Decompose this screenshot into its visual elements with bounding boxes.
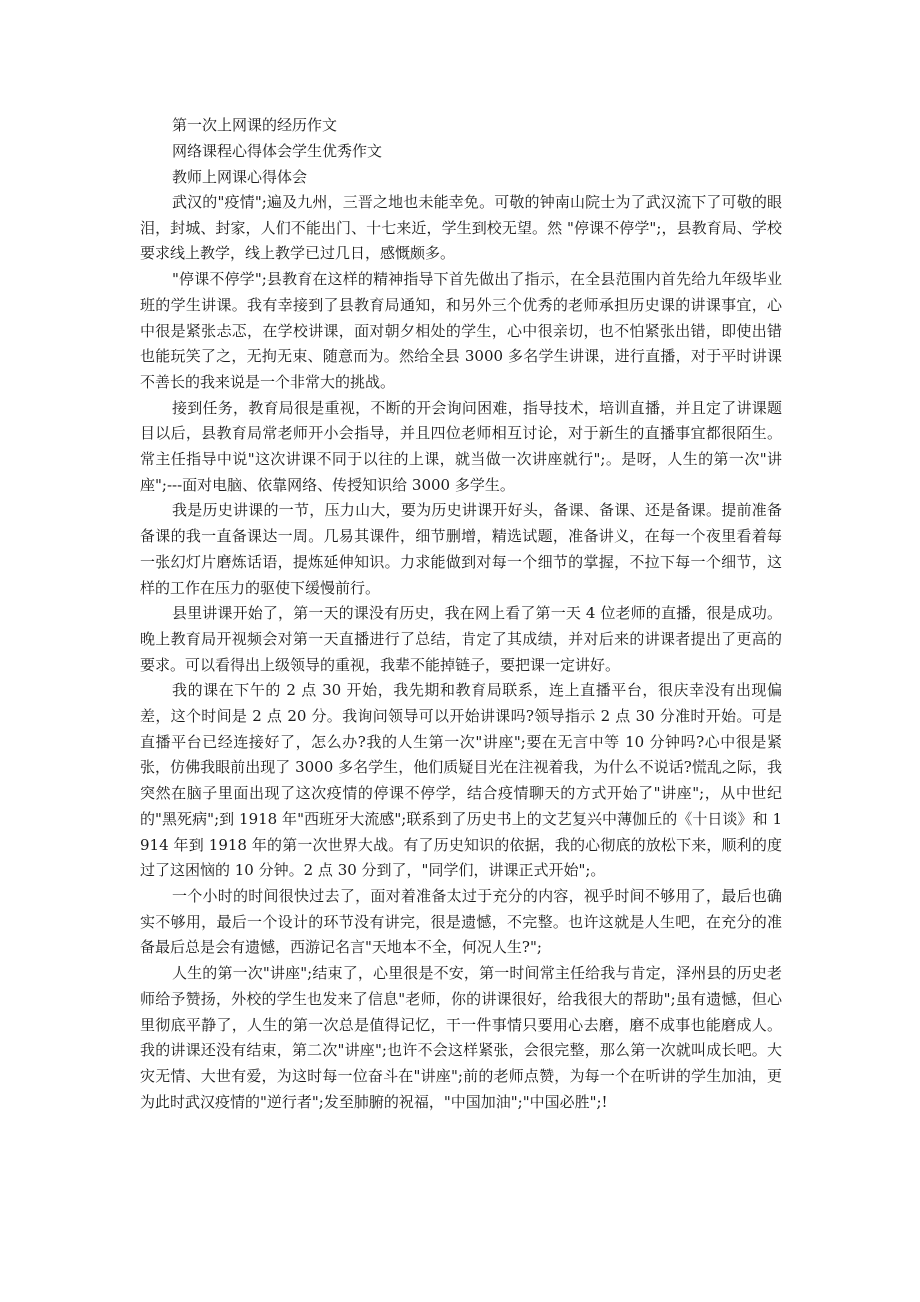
paragraph-1: 武汉的"疫情";遍及九州，三晋之地也未能幸免。可敬的钟南山院士为了武汉流下了可敬的眼泪，封城、封家，人们不能出门、十七来近，学生到校无望。然 "停课不停学";，县教育局、学校要求线上教学，线上教学已过几日，感慨颇多。 [140, 193, 782, 263]
title-line-1: 第一次上网课的经历作文 [172, 116, 338, 134]
paragraph-5: 县里讲课开始了，第一天的课没有历史，我在网上看了第一天 4 位老师的直播，很是成功。晚上教育局开视频会对第一天直播进行了总结，肯定了其成绩，并对后来的讲课者提出了更高的要求。可以看得出上级领导的重视，我辈不能掉链子，要把课一定讲好。 [140, 604, 782, 674]
paragraph-3: 接到任务，教育局很是重视，不断的开会询问困难，指导技术，培训直播，并且定了讲课题目以后，县教育局常老师开小会指导，并且四位老师相互讨论，对于新生的直播事宜都很陌生。常主任指导中说"这次讲课不同于以往的上课，就当做一次讲座就行";。是呀，人生的第一次"讲座";---面对电脑、依靠网络、传授知识给 3000 多学生。 [140, 398, 782, 494]
title-line-3: 教师上网课心得体会 [172, 168, 308, 186]
paragraph-7: 一个小时的时间很快过去了，面对着准备太过于充分的内容，视乎时间不够用了，最后也确实不够用，最后一个设计的环节没有讲完，很是遗憾，不完整。也许这就是人生吧，在充分的准备最后总是会有遗憾，西游记名言"天地本不全，何况人生?"; [140, 886, 782, 957]
paragraph-6: 我的课在下午的 2 点 30 开始，我先期和教育局联系，连上直播平台，很庆幸没有出现偏差，这个时间是 2 点 20 分。我询问领导可以开始讲课吗?领导指示 2 点 30 分准时开始。可是直播平台已经连接好了，怎么办?我的人生第一次"讲座";要在无言中等 10 分钟吗?心中很是紧张，仿佛我眼前出现了 3000 多名学生，他们质疑目光在注视着我，为什么不说话?慌乱之际，我突然在脑子里面出现了这次疫情的停课不停学，结合疫情聊天的方式开始了"讲座";，从中世纪的"黑死病";到 1918 年"西班牙大流感";联系到了历史书上的文艺复兴中薄伽丘的《十日谈》和 1914 年到 1918 年的第一次世界大战。有了历史知识的依据，我的心彻底的放松下来，顺利的度过了这困恼的 10 分钟。2 点 30 分到了，"同学们，讲课正式开始";。 [140, 681, 782, 880]
title-line-2: 网络课程心得体会学生优秀作文 [172, 142, 383, 160]
document-page [140, 112, 782, 1115]
paragraph-8: 人生的第一次"讲座";结束了，心里很是不安，第一时间常主任给我与肯定，泽州县的历史老师给予赞扬，外校的学生也发来了信息"老师，你的讲课很好，给我很大的帮助";虽有遗憾，但心里彻底平静了，人生的第一次总是值得记忆，干一件事情只要用心去磨，磨不成事也能磨成人。我的讲课还没有结束，第二次"讲座";也许不会这样紧张，会很完整，那么第一次就叫成长吧。大灾无情、大世有爱，为这时每一位奋斗在"讲座";前的老师点赞，为每一个在听讲的学生加油，更为此时武汉疫情的"逆行者";发至肺腑的祝福，"中国加油";"中国必胜";! [140, 964, 782, 1111]
paragraph-2: "停课不停学";县教育在这样的精神指导下首先做出了指示，在全县范围内首先给九年级毕业班的学生讲课。我有幸接到了县教育局通知，和另外三个优秀的老师承担历史课的讲课事宜，心中很是紧张忐忑，在学校讲课，面对朝夕相处的学生，心中很亲切，也不怕紧张出错，即使出错也能玩笑了之，无拘无束、随意而为。然给全县 3000 多名学生讲课，进行直播，对于平时讲课不善长的我来说是一个非常大的挑战。 [140, 270, 782, 391]
paragraph-4: 我是历史讲课的一节，压力山大，要为历史讲课开好头，备课、备课、还是备课。提前准备备课的我一直备课达一周。几易其课件，细节删增，精选试题，准备讲义，在每一个夜里看着每一张幻灯片磨炼话语，提炼延伸知识。力求能做到对每一个细节的掌握，不拉下每一个细节，这样的工作在压力的驱使下缓慢前行。 [140, 501, 782, 597]
